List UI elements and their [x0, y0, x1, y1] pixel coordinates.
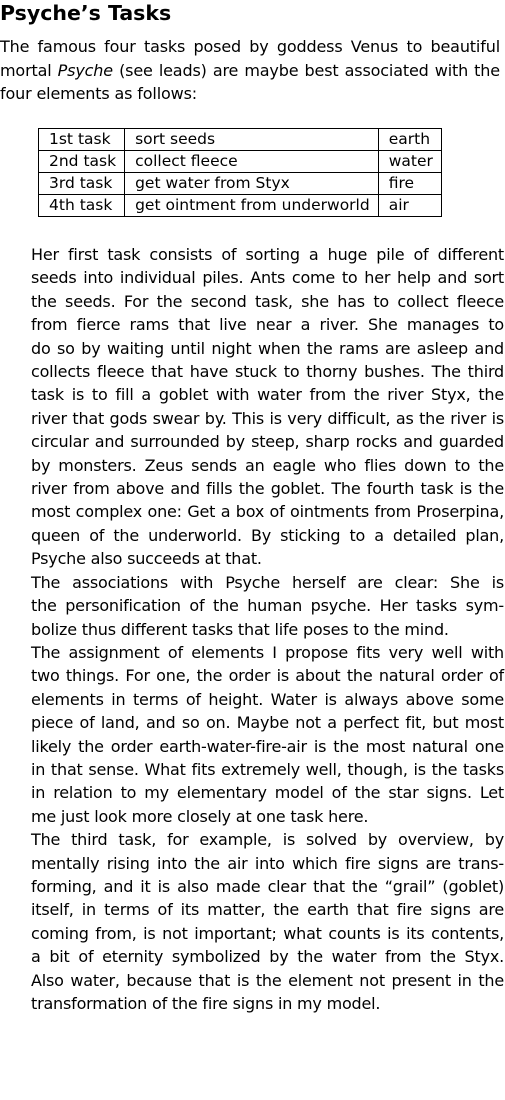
text-line: The assignment of elements I propose fits very well with [31, 642, 504, 662]
text-line: Her first task consists of sorting a huge pile of different [31, 245, 504, 264]
task-cell: 3rd task [39, 173, 125, 195]
body-paragraph [0, 571, 504, 641]
text-line: elements in terms of height. Water is always above some [31, 689, 504, 709]
tasks-table [38, 128, 442, 217]
description-cell: get ointment from underworld [125, 195, 379, 217]
text-line: in relation to my elementary model of the star signs. Let [31, 783, 504, 803]
table-row [39, 195, 442, 217]
table-row [39, 173, 442, 195]
body-paragraph [0, 243, 504, 571]
tasks-table-body [39, 129, 442, 217]
body-paragraph [0, 641, 504, 828]
text-line: forming, and it is also made clear that the “grail” (goblet) [31, 876, 504, 896]
text-line: by monsters. Zeus sends an eagle who flies down to the [31, 455, 504, 475]
text-line: two things. For one, the order is about the natural order of [31, 666, 504, 686]
page-title: Psyche’s Tasks [0, 1, 172, 25]
text-line: bolize thus different tasks that life poses to the mind. [31, 619, 449, 639]
text-line: circular and surrounded by steep, sharp rocks and guarded [31, 432, 504, 452]
element-cell: air [378, 195, 441, 217]
intro-paragraph [0, 35, 500, 106]
element-cell: earth [378, 129, 441, 151]
text-line: me just look more closely at one task here. [31, 806, 369, 826]
description-cell: collect fleece [125, 151, 379, 173]
text-line: in that sense. What fits extremely well, though, is the tasks [31, 759, 504, 779]
text-line: task is to fill a goblet with water from the river Styx, the [31, 385, 504, 405]
text-line: the seeds. For the second task, she has to collect fleece [31, 291, 504, 311]
body-text [0, 243, 504, 1015]
element-cell: fire [378, 173, 441, 195]
text-line: Also water, because that is the element not present in the [31, 970, 504, 990]
intro-text-before: The famous four tasks posed by goddess Venus to beautiful mortal [0, 37, 500, 80]
description-cell: sort seeds [125, 129, 379, 151]
text-line: likely the order earth-water-fire-air is the most natural one [31, 736, 504, 756]
text-line: mentally rising into the air into which fire signs are trans- [31, 853, 504, 873]
intro-emphasis: Psyche [57, 60, 113, 80]
task-cell: 2nd task [39, 151, 125, 173]
text-line: Psyche also succeeds at that. [31, 549, 262, 569]
text-line: transformation of the fire signs in my model. [31, 994, 381, 1013]
text-line: from fierce rams that live near a river. She manages to [31, 315, 504, 335]
text-line: most complex one: Get a box of ointments from Proserpina, [31, 502, 504, 522]
text-line: river that gods swear by. This is very difficult, as the river is [31, 408, 504, 428]
text-line: itself, in terms of its matter, the earth that fire signs are [31, 900, 504, 920]
element-cell: water [378, 151, 441, 173]
text-line: queen of the underworld. By sticking to a detailed plan, [31, 525, 504, 545]
task-cell: 4th task [39, 195, 125, 217]
text-line: a bit of eternity symbolized by the water from the Styx. [31, 947, 504, 967]
text-line: the personification of the human psyche. Her tasks sym- [31, 596, 504, 616]
table-row [39, 151, 442, 173]
body-paragraph [0, 828, 504, 1015]
table-row [39, 129, 442, 151]
intro-text-after: (see leads) are maybe best associated with the four elements as follows: [0, 60, 500, 103]
text-line: collects fleece that have stuck to thorny bushes. The third [31, 362, 504, 382]
description-cell: get water from Styx [125, 173, 379, 195]
text-line: do so by waiting until night when the rams are asleep and [31, 338, 504, 358]
text-line: The third task, for example, is solved by overview, by [31, 830, 504, 850]
text-line: river from above and fills the goblet. The fourth task is the [31, 479, 504, 499]
text-line: seeds into individual piles. Ants come to her help and sort [31, 268, 504, 288]
text-line: coming from, is not important; what counts is its contents, [31, 923, 504, 943]
task-cell: 1st task [39, 129, 125, 151]
text-line: piece of land, and so on. Maybe not a perfect fit, but most [31, 713, 504, 733]
text-line: The associations with Psyche herself are clear: She is [31, 572, 504, 592]
